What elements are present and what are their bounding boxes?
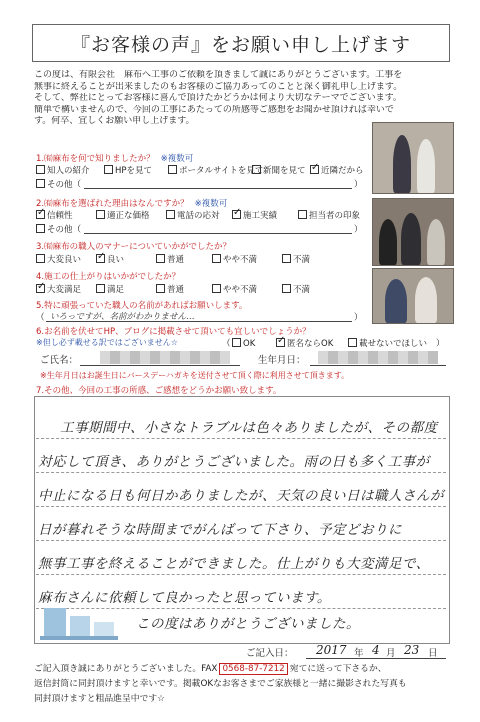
- name-label: ご氏名：: [40, 355, 79, 366]
- q4-option[interactable]: 満足: [96, 283, 124, 295]
- name-line: [80, 365, 240, 366]
- q6-option[interactable]: ✓ 匿名ならOK: [276, 337, 333, 349]
- handwritten-comment-line: 日が暮れそうな時間までがんばって下さり、予定どおりに: [38, 522, 402, 538]
- checkbox-checked[interactable]: [232, 210, 241, 219]
- checkbox[interactable]: [36, 254, 45, 263]
- footer-line-3: 同封頂けますと粗品進呈中です☆: [34, 694, 166, 704]
- handwritten-comment-line: 対応して頂き、ありがとうございました。雨の日も多く工事が: [38, 454, 430, 470]
- checkbox[interactable]: [282, 284, 291, 293]
- checkbox[interactable]: [156, 284, 165, 293]
- date-month: 4: [372, 643, 380, 657]
- intro-line: この度は、有限会社 麻布へ工事のご依頼を頂きまして誠にありがとうございます。工事を: [34, 70, 403, 80]
- handwritten-comment-line: 無事工事を終えることができました。仕上がりも大変満足で、: [38, 556, 430, 572]
- question-2: [36, 197, 227, 209]
- birthday-line: [310, 365, 446, 366]
- date-day: 23: [404, 643, 420, 657]
- question-7: 7.その他、今回の工事の所感、ご感想をどうかお願い致します。: [36, 386, 282, 396]
- checkbox[interactable]: [104, 165, 113, 174]
- q2-option[interactable]: ✓信頼性: [36, 209, 73, 221]
- question-4-options: [36, 283, 366, 295]
- handwritten-comment-line: 工事期間中、小さなトラブルは色々ありましたが、その都度: [60, 420, 438, 436]
- q3-option[interactable]: 不満: [282, 253, 310, 265]
- checkbox[interactable]: [166, 210, 175, 219]
- footer-line-1: ご記入頂き誠にありがとうございました。FAX 0568-87-7212 宛てに送って下さるか、: [34, 664, 387, 674]
- building-illustration-icon: [40, 600, 118, 640]
- checkbox[interactable]: [156, 254, 165, 263]
- q4-option[interactable]: やや不満: [212, 283, 257, 295]
- q6-option[interactable]: 載せないでほしい: [348, 337, 427, 349]
- question-6: 6.お名前を伏せてHP、ブログに掲載させて頂いても宜しいでしょうか？: [36, 327, 311, 337]
- q1-other[interactable]: その他（ ）: [36, 178, 366, 190]
- checkbox-checked[interactable]: [36, 210, 45, 219]
- question-1: [36, 152, 193, 164]
- q3-option[interactable]: ✓ 良い: [96, 253, 124, 265]
- checkbox-checked[interactable]: [96, 254, 105, 263]
- q4-option[interactable]: ✓大変満足: [36, 283, 81, 295]
- checkbox[interactable]: [252, 165, 261, 174]
- q3-option[interactable]: 大変良い: [36, 253, 81, 265]
- q2-option[interactable]: ✓ 施工実績: [232, 209, 277, 221]
- intro-line: そして、弊社にとってお客様に喜んで頂けたかどうかは何より大切なテーマでございます。: [34, 93, 402, 103]
- answer-line: [84, 233, 352, 234]
- q2-option[interactable]: 担当者の印象: [298, 209, 360, 221]
- checkbox-checked[interactable]: [310, 165, 319, 174]
- q1-option[interactable]: 新聞を見て: [252, 164, 306, 176]
- intro-line: す。何卒、宜しくお願い申し上げます。: [34, 116, 195, 126]
- checkbox[interactable]: [348, 338, 357, 347]
- question-3: 3.㈲麻布の職人のマナーについていかがでしたか？: [36, 242, 231, 252]
- question-5: 5.特に頑張っていた職人の名前があればお願いします。: [36, 301, 248, 311]
- date-label: ご記入日：: [246, 648, 294, 659]
- question-2-note: ※複数可: [194, 199, 228, 209]
- checkbox[interactable]: [232, 338, 241, 347]
- date-year: 2017: [316, 643, 347, 657]
- q5-handwritten-answer: いろっですが、名前がわかりません…: [50, 312, 195, 322]
- question-2-options: [36, 209, 366, 221]
- question-1-options: [36, 164, 366, 176]
- checkbox[interactable]: [168, 165, 177, 174]
- q1-option[interactable]: ポータルサイトを見て: [168, 164, 263, 176]
- intro-line: 簡単で構いませんので、今回の工事にあたっての所感等ご感想をお聞かせ頂ければ幸いで: [34, 104, 394, 115]
- intro-text: [34, 70, 446, 128]
- page-title: 『お客様の声』をお願い申し上げます: [32, 24, 450, 62]
- checkbox[interactable]: [96, 210, 105, 219]
- birthday-label: 生年月日：: [258, 355, 306, 366]
- checkbox[interactable]: [36, 165, 45, 174]
- q5-answer-row[interactable]: （ いろっですが、名前がわかりません… ）: [36, 312, 363, 323]
- fax-number: 0568-87-7212: [219, 663, 287, 675]
- q4-option[interactable]: 普通: [156, 283, 184, 295]
- q6-option[interactable]: OK: [232, 337, 255, 349]
- q2-option[interactable]: 適正な価格: [96, 209, 150, 221]
- q1-option[interactable]: ✓ 近隣だから: [310, 164, 364, 176]
- q2-other[interactable]: その他（ ）: [36, 223, 366, 235]
- customer-photo-2: [372, 198, 454, 266]
- checkbox[interactable]: [212, 254, 221, 263]
- question-1-note: ※複数可: [160, 154, 194, 164]
- question-3-options: [36, 253, 366, 265]
- q4-option[interactable]: 不満: [282, 283, 310, 295]
- handwritten-comment-line: 麻布さんに依頼して良かったと思っています。: [38, 590, 331, 606]
- checkbox[interactable]: [36, 224, 45, 233]
- question-4: 4.施工の仕上がりはいかがでしたか？: [36, 272, 181, 282]
- handwritten-comment-line: この度はありがとうございました。: [136, 616, 360, 632]
- intro-line: 無事に終えることが出来ましたのもお客様のご協力あってのことと深く御礼申し上げます。: [34, 81, 403, 92]
- customer-photo-1: [372, 122, 454, 194]
- checkbox[interactable]: [282, 254, 291, 263]
- birthday-note: ※生年月日はお誕生日にバースデーハガキを送付させて頂く際に利用させて頂きます。: [40, 371, 350, 380]
- answer-line: [84, 188, 352, 189]
- question-1-text: 1.㈲麻布を何で知りましたか？: [36, 154, 155, 164]
- checkbox-checked[interactable]: [276, 338, 285, 347]
- customer-photo-3: [372, 268, 454, 324]
- question-6-note: ※但し必ず載せる訳ではございません☆: [36, 338, 178, 347]
- q2-option[interactable]: 電話の応対: [166, 209, 220, 221]
- birthday-field-redacted: [318, 351, 438, 364]
- date-row: ご記入日： 2017 年 4 月 23 日: [246, 645, 446, 661]
- q1-option[interactable]: HPを見て: [104, 164, 152, 176]
- question-6-options: ※但し必ず載せる訳ではございません☆ （ OK ✓ 匿名ならOK 載せないでほしい ）: [36, 337, 446, 349]
- name-field-redacted: [100, 351, 230, 364]
- checkbox-checked[interactable]: [36, 284, 45, 293]
- q3-option[interactable]: 普通: [156, 253, 184, 265]
- checkbox[interactable]: [36, 179, 45, 188]
- answer-line: [46, 321, 352, 322]
- q3-option[interactable]: やや不満: [212, 253, 257, 265]
- checkbox[interactable]: [96, 284, 105, 293]
- q1-option[interactable]: 知人の紹介: [36, 164, 90, 176]
- footer-line-2: 返信封筒に同封頂けますと幸いです。掲載OKなお客さまでご家族様と一緒に撮影された写真も: [34, 679, 407, 689]
- handwritten-comment-line: 中止になる日も何日かありましたが、天気の良い日は職人さんが: [38, 488, 444, 504]
- checkbox[interactable]: [298, 210, 307, 219]
- checkbox[interactable]: [212, 284, 221, 293]
- question-2-text: 2.㈲麻布を選ばれた理由はなんですか？: [36, 199, 189, 209]
